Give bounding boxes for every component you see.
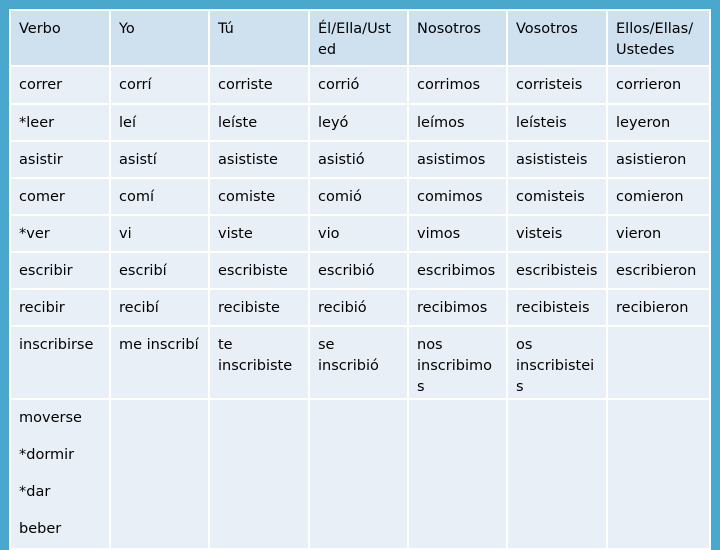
cell-nosotros: recibimos xyxy=(408,289,507,326)
cell-nosotros: comimos xyxy=(408,178,507,215)
cell-nosotros: leímos xyxy=(408,104,507,141)
cell-el: se inscribió xyxy=(309,326,408,399)
cell-verb: correr xyxy=(10,66,110,104)
cell-verb: comer xyxy=(10,178,110,215)
cell-tu: asististe xyxy=(209,141,309,178)
cell-empty xyxy=(309,399,408,549)
cell-empty xyxy=(110,399,209,549)
cell-verb: recibir xyxy=(10,289,110,326)
cell-tu: escribiste xyxy=(209,252,309,289)
cell-tu: te inscribiste xyxy=(209,326,309,399)
table-row xyxy=(10,399,710,549)
cell-empty xyxy=(507,399,607,549)
cell-vosotros: corristeis xyxy=(507,66,607,104)
conjugation-table-container xyxy=(9,9,709,537)
header-nosotros: Nosotros xyxy=(408,10,507,66)
cell-yo: asistí xyxy=(110,141,209,178)
cell-yo: comí xyxy=(110,178,209,215)
cell-empty xyxy=(209,399,309,549)
cell-el: asistió xyxy=(309,141,408,178)
cell-vosotros: recibisteis xyxy=(507,289,607,326)
cell-vosotros: leísteis xyxy=(507,104,607,141)
cell-nosotros: escribimos xyxy=(408,252,507,289)
extra-verb: *dar xyxy=(19,484,51,500)
cell-nosotros: nos inscribimos xyxy=(408,326,507,399)
cell-ellos: recibieron xyxy=(607,289,710,326)
header-vosotros: Vosotros xyxy=(507,10,607,66)
cell-verb: *leer xyxy=(10,104,110,141)
cell-ellos: escribieron xyxy=(607,252,710,289)
header-row xyxy=(10,10,710,66)
cell-empty xyxy=(607,399,710,549)
cell-yo: escribí xyxy=(110,252,209,289)
cell-tu: viste xyxy=(209,215,309,252)
cell-ellos xyxy=(607,326,710,399)
cell-yo: corrí xyxy=(110,66,209,104)
cell-ellos: corrieron xyxy=(607,66,710,104)
header-ellos-ellas-ustedes: Ellos/Ellas/Ustedes xyxy=(607,10,710,66)
cell-el: escribió xyxy=(309,252,408,289)
cell-verb: inscribirse xyxy=(10,326,110,399)
extra-verb: moverse xyxy=(19,410,82,426)
cell-el: recibió xyxy=(309,289,408,326)
cell-extra-verbs xyxy=(10,399,110,549)
cell-tu: recibiste xyxy=(209,289,309,326)
cell-nosotros: asistimos xyxy=(408,141,507,178)
cell-nosotros: vimos xyxy=(408,215,507,252)
cell-vosotros: escribisteis xyxy=(507,252,607,289)
cell-el: vio xyxy=(309,215,408,252)
cell-vosotros: visteis xyxy=(507,215,607,252)
cell-el: comió xyxy=(309,178,408,215)
header-yo: Yo xyxy=(110,10,209,66)
cell-ellos: leyeron xyxy=(607,104,710,141)
table-row xyxy=(10,104,710,141)
cell-tu: corriste xyxy=(209,66,309,104)
cell-vosotros: asististeis xyxy=(507,141,607,178)
cell-ellos: vieron xyxy=(607,215,710,252)
cell-yo: leí xyxy=(110,104,209,141)
cell-tu: leíste xyxy=(209,104,309,141)
cell-yo: me inscribí xyxy=(110,326,209,399)
header-el-ella-usted: Él/Ella/Usted xyxy=(309,10,408,66)
cell-vosotros: os inscribisteis xyxy=(507,326,607,399)
conjugation-table xyxy=(9,9,711,550)
table-row xyxy=(10,289,710,326)
table-row xyxy=(10,326,710,399)
cell-verb: *ver xyxy=(10,215,110,252)
cell-yo: recibí xyxy=(110,289,209,326)
extra-verb: beber xyxy=(19,521,62,537)
cell-nosotros: corrimos xyxy=(408,66,507,104)
table-row xyxy=(10,141,710,178)
table-row xyxy=(10,252,710,289)
header-tu: Tú xyxy=(209,10,309,66)
cell-verb: escribir xyxy=(10,252,110,289)
table-row xyxy=(10,178,710,215)
table-row xyxy=(10,66,710,104)
cell-verb: asistir xyxy=(10,141,110,178)
cell-el: leyó xyxy=(309,104,408,141)
header-verbo: Verbo xyxy=(10,10,110,66)
cell-vosotros: comisteis xyxy=(507,178,607,215)
extra-verb: *dormir xyxy=(19,447,75,463)
cell-ellos: asistieron xyxy=(607,141,710,178)
cell-yo: vi xyxy=(110,215,209,252)
table-row xyxy=(10,215,710,252)
cell-tu: comiste xyxy=(209,178,309,215)
cell-el: corrió xyxy=(309,66,408,104)
cell-ellos: comieron xyxy=(607,178,710,215)
cell-empty xyxy=(408,399,507,549)
